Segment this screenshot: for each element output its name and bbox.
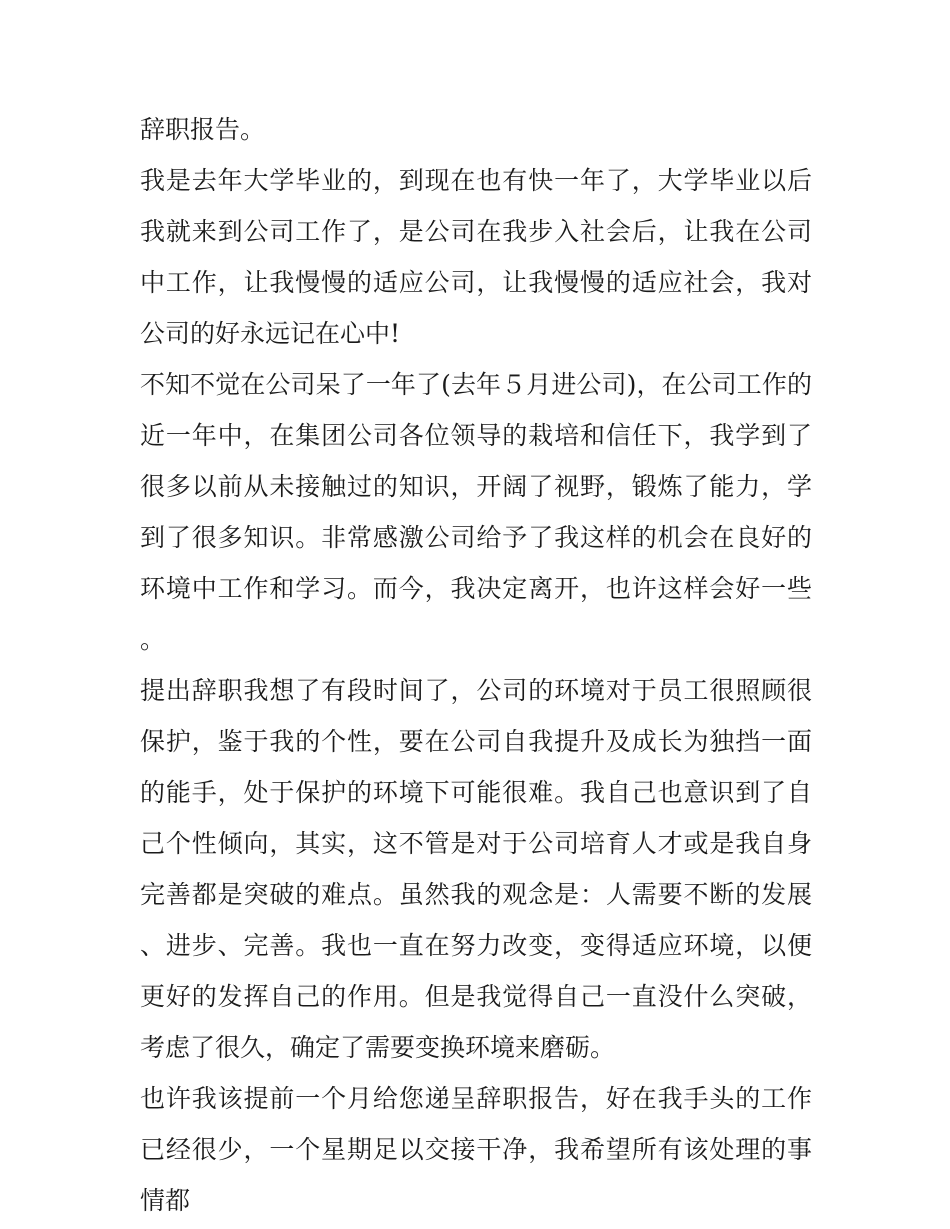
paragraph: 我是去年大学毕业的，到现在也有快一年了，大学毕业以后我就来到公司工作了，是公司在我步入社会后，让我在公司中工作，让我慢慢的适应公司，让我慢慢的适应社会，我对公司的好永远记在心中! <box>140 166 812 348</box>
paragraph: 不知不觉在公司呆了一年了(去年５月进公司)，在公司工作的近一年中，在集团公司各位领导的栽培和信任下，我学到了很多以前从未接触过的知识，开阔了视野，锻炼了能力，学到了很多知识。非常感激公司给予了我这样的机会在良好的环境中工作和学习。而今，我决定离开，也许这样会好一些。 <box>140 370 812 654</box>
document-body <box>140 104 812 1226</box>
paragraph: 提出辞职我想了有段时间了，公司的环境对于员工很照顾很保护，鉴于我的个性，要在公司自我提升及成长为独挡一面的能手，处于保护的环境下可能很难。我自己也意识到了自己个性倾向，其实，这不管是对于公司培育人才或是我自身完善都是突破的难点。虽然我的观念是：人需要不断的发展、进步、完善。我也一直在努力改变，变得适应环境，以便更好的发挥自己的作用。但是我觉得自己一直没什么突破，考虑了很久，确定了需要变换环境来磨砺。 <box>140 676 812 1062</box>
paragraph-heading-line: 辞职报告。 <box>140 115 266 144</box>
paragraph: 也许我该提前一个月给您递呈辞职报告，好在我手头的工作已经很少，一个星期足以交接干净，我希望所有该处理的事情都 <box>140 1084 812 1215</box>
